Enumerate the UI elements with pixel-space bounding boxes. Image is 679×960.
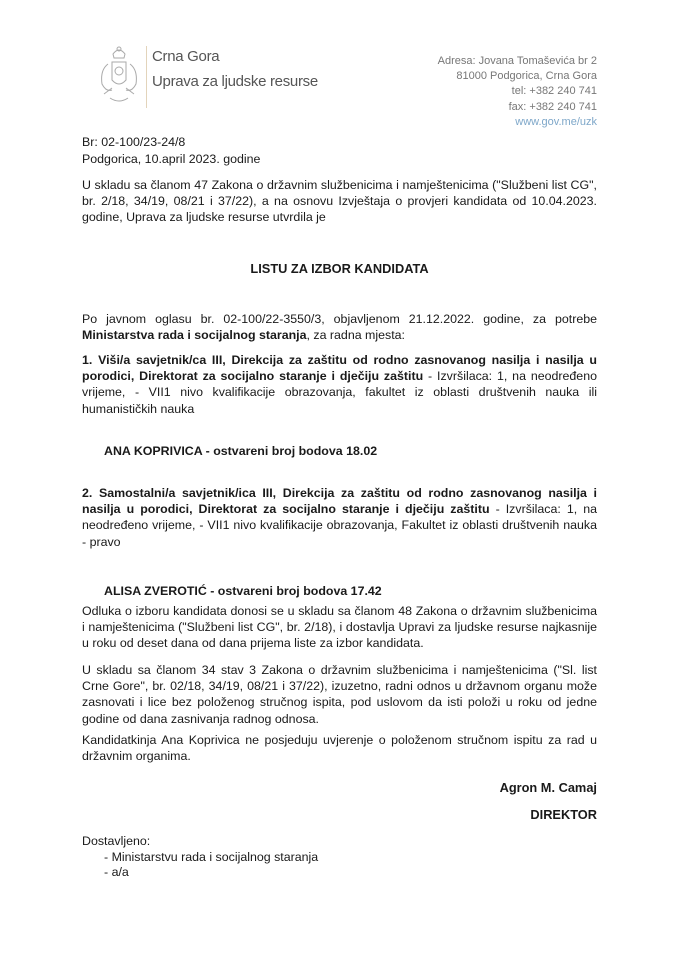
candidate-2: ALISA ZVEROTIĆ - ostvareni broj bodova 17.42 bbox=[104, 584, 382, 598]
ministry-name: Ministarstva rada i socijalnog staranja bbox=[82, 328, 307, 343]
note-paragraph: Kandidatkinja Ana Koprivica ne posjeduju uvjerenje o položenom stručnom ispitu za rad u državnim organima. bbox=[82, 733, 597, 764]
delivery-list bbox=[82, 834, 318, 881]
oglas-text: Po javnom oglasu br. 02-100/22-3550/3, objavljenom 21.12.2022. godine, za potrebe bbox=[82, 312, 597, 326]
delivered-item: - Ministarstvu rada i socijalnog staranja bbox=[104, 849, 319, 864]
article34-paragraph: U skladu sa članom 34 stav 3 Zakona o državnim službenicima i namještenicima ("Sl. list Crne Gore", br. 02/18, 34/19, 08/21 i 37/22), izuzetno, radni odnos u državnom organu može zasnovati i lice bez položenog stručnog ispita, pod uslovom da isti položi u roku od jedne godine od dana zasnivanja radnog odnosa. bbox=[82, 663, 597, 726]
signatory-name: Agron M. Camaj bbox=[499, 780, 597, 795]
signatory-title: DIREKTOR bbox=[530, 807, 597, 822]
intro-paragraph: U skladu sa članom 47 Zakona o državnim službenicima i namještenicima ("Službeni list CG", br. 2/18, 34/19, 08/21 i 37/22), a na osnovu Izvještaja o provjeri kandidata od 10.04.2023. godine, Uprava za ljudske resurse utvrdila je bbox=[82, 178, 597, 225]
position-title: 2. Samostalni/a savjetnik/ica III, Direkcija za zaštitu od rodno zasnovanog nasilja i nasilja u porodici, Direktorat za socijalno staranje i dječiju zaštitu bbox=[82, 486, 597, 517]
oglas-suffix: , za radna mjesta: bbox=[306, 328, 405, 343]
place-date: Podgorica, 10.april 2023. godine bbox=[82, 151, 261, 166]
website-link[interactable]: www.gov.me/uzk bbox=[515, 115, 597, 128]
org-country: Crna Gora bbox=[152, 48, 220, 65]
position-title: 1. Viši/a savjetnik/ca III, Direkcija za zaštitu od rodno zasnovanog nasilja i nasilja u porodici, Direktorat za socijalno staranje i dječiju zaštitu bbox=[82, 353, 597, 384]
address: Adresa: Jovana Tomaševića br 2 bbox=[437, 55, 597, 67]
coat-of-arms-logo bbox=[96, 44, 142, 108]
header-divider bbox=[146, 46, 147, 108]
delivered-label: Dostavljeno: bbox=[82, 834, 151, 848]
delivered-item: - a/a bbox=[104, 865, 129, 879]
document-title: LISTU ZA IZBOR KANDIDATA bbox=[250, 261, 429, 276]
position-details: - Izvršilaca: 1, na neodređeno vrijeme, - VII1 nivo kvalifikacije obrazovanja, fakultet iz oblasti društvenih nauka ili humanističkih nauka bbox=[82, 369, 597, 416]
position-details: - Izvršilaca: 1, na neodređeno vrijeme, - VII1 nivo kvalifikacije obrazovanja, Fakultet iz oblasti društvenih nauka - pravo bbox=[82, 502, 598, 549]
city: 81000 Podgorica, Crna Gora bbox=[456, 70, 597, 83]
org-name: Uprava za ljudske resurse bbox=[152, 73, 318, 90]
contact-block bbox=[438, 54, 597, 130]
fax: fax: +382 240 741 bbox=[508, 100, 597, 113]
candidate-1: ANA KOPRIVICA - ostvareni broj bodova 18.02 bbox=[104, 444, 378, 458]
reference-number: Br: 02-100/23-24/8 bbox=[82, 135, 186, 149]
decision-paragraph: Odluka o izboru kandidata donosi se u skladu sa članom 48 Zakona o državnim službenicima i namještenicima ("Službeni list CG", br. 2/18), i dostavlja Upravi za ljudske resurse najkasnije u roku od deset dana od dana prijema liste za izbor kandidata. bbox=[82, 604, 597, 651]
doc-meta bbox=[82, 134, 260, 167]
phone: tel: +382 240 741 bbox=[511, 85, 597, 98]
oglas-paragraph bbox=[82, 311, 597, 343]
position-1 bbox=[82, 352, 597, 417]
position-2 bbox=[82, 485, 597, 550]
